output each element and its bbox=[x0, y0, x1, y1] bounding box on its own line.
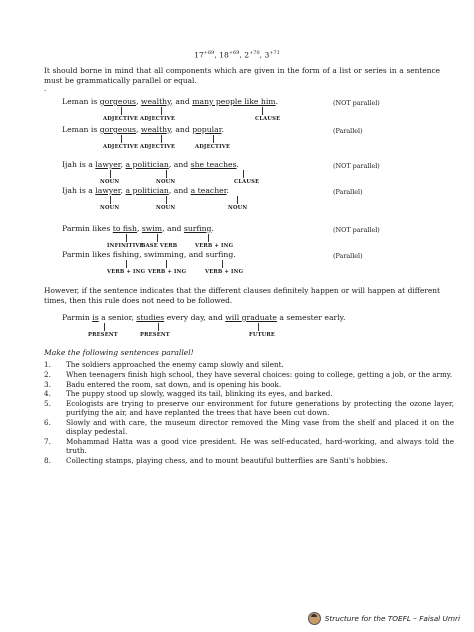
grammar-tag: VERB + ING bbox=[195, 243, 234, 249]
list-item: 7. Mohammad Hatta was a good vice president. He was self-educated, hard-working, and always told the truth. bbox=[44, 437, 454, 456]
grammar-tag: ADJECTIVE bbox=[140, 144, 176, 150]
example-sentence: Leman is gorgeous, wealthy, and popular. bbox=[62, 125, 224, 134]
example-sentence: Parmin likes fishing, swimming, and surfing. bbox=[62, 250, 236, 259]
grammar-tag: NOUN bbox=[156, 179, 176, 185]
intro-paragraph: It should borne in mind that all components which are given in the form of a list or series in a sentence must be grammatically parallel or equal. bbox=[44, 66, 440, 85]
footer-text: Structure for the TOEFL – Faisal Umri bbox=[324, 614, 460, 623]
however-paragraph: However, if the sentence indicates that the different clauses definitely happen or will happen at different times, then this rule does not need to be followed. bbox=[44, 286, 440, 305]
connector-tick bbox=[126, 260, 127, 268]
example-sentence: Parmin likes to fish, swim, and surfing. bbox=[62, 224, 214, 233]
grammar-tag: VERB + ING bbox=[205, 269, 244, 275]
grammar-tag: NOUN bbox=[100, 179, 120, 185]
connector-tick bbox=[121, 107, 122, 115]
author-avatar-icon bbox=[308, 612, 321, 625]
status-label: (NOT parallel) bbox=[333, 162, 380, 170]
list-item: 3. Badu entered the room, sat down, and is opening his book. bbox=[44, 379, 282, 389]
status-label: (Parallel) bbox=[333, 252, 363, 260]
list-item: 6. Slowly and with care, the museum director removed the Ming vase from the shelf and placed it on the display pedestal. bbox=[44, 418, 454, 437]
grammar-tag: NOUN bbox=[228, 205, 248, 211]
list-item: 8. Collecting stamps, playing chess, and to mount beautiful butterflies are Santi's hobbies. bbox=[44, 456, 388, 466]
grammar-tag: ADJECTIVE bbox=[103, 144, 139, 150]
list-item: 4. The puppy stood up slowly, wagged its tail, blinking its eyes, and barked. bbox=[44, 389, 333, 399]
grammar-tag: NOUN bbox=[100, 205, 120, 211]
connector-tick bbox=[166, 196, 167, 204]
grammar-tag: VERB + ING bbox=[148, 269, 187, 275]
grammar-tag: INFINITIVE bbox=[107, 243, 144, 249]
grammar-tag: CLAUSE bbox=[255, 116, 281, 122]
list-item: 5. Ecologists are trying to preserve our environment for future generations by protecting the ozone layer, purifying the air, and have replanted the trees that have been cut down. bbox=[44, 399, 454, 418]
grammar-tag: ADJECTIVE bbox=[195, 144, 231, 150]
grammar-tag: NOUN bbox=[156, 205, 176, 211]
connector-tick bbox=[208, 234, 209, 242]
connector-tick bbox=[243, 170, 244, 178]
status-label: (NOT parallel) bbox=[333, 99, 380, 107]
grammar-tag: BASE VERB bbox=[141, 243, 178, 249]
stray-dot: . bbox=[44, 85, 47, 93]
connector-tick bbox=[158, 323, 159, 331]
grammar-tag: ADJECTIVE bbox=[103, 116, 139, 122]
connector-tick bbox=[126, 234, 127, 242]
list-item: 2. When teenagers finish high school, they have several choices: going to college, getting a job, or the army. bbox=[44, 369, 453, 379]
connector-tick bbox=[121, 135, 122, 143]
connector-tick bbox=[157, 234, 158, 242]
grammar-tag: PRESENT bbox=[88, 332, 118, 338]
example-sentence: Parmin is a senior, studies every day, and will graduate a semester early. bbox=[62, 313, 346, 322]
status-label: (Parallel) bbox=[333, 188, 363, 196]
example-sentence: Ijah is a lawyer, a politician, and a teacher. bbox=[62, 186, 229, 195]
grammar-tag: FUTURE bbox=[249, 332, 276, 338]
connector-tick bbox=[161, 135, 162, 143]
connector-tick bbox=[161, 107, 162, 115]
grammar-tag: VERB + ING bbox=[107, 269, 146, 275]
connector-tick bbox=[104, 323, 105, 331]
list-item: 1. The soldiers approached the enemy camp slowly and silent. bbox=[44, 360, 284, 369]
example-sentence: Leman is gorgeous, wealthy, and many people like him. bbox=[62, 97, 279, 106]
connector-tick bbox=[222, 260, 223, 268]
connector-tick bbox=[262, 107, 263, 115]
connector-tick bbox=[110, 196, 111, 204]
connector-tick bbox=[237, 196, 238, 204]
exercise-list bbox=[44, 360, 454, 466]
connector-tick bbox=[213, 135, 214, 143]
page-references: $17^{+69}$, $18^{+69}$, $2^{+70}$, $3^{+71}$ bbox=[194, 50, 280, 60]
status-label: (NOT parallel) bbox=[333, 226, 380, 234]
exercise-instruction: Make the following sentences parallel! bbox=[44, 348, 194, 357]
grammar-tag: CLAUSE bbox=[234, 179, 260, 185]
connector-tick bbox=[258, 323, 259, 331]
connector-tick bbox=[110, 170, 111, 178]
example-sentence: Ijah is a lawyer, a politician, and she teaches. bbox=[62, 160, 239, 169]
connector-tick bbox=[166, 170, 167, 178]
status-label: (Parallel) bbox=[333, 127, 363, 135]
grammar-tag: ADJECTIVE bbox=[140, 116, 176, 122]
connector-tick bbox=[166, 260, 167, 268]
grammar-tag: PRESENT bbox=[140, 332, 170, 338]
footer bbox=[308, 612, 460, 625]
